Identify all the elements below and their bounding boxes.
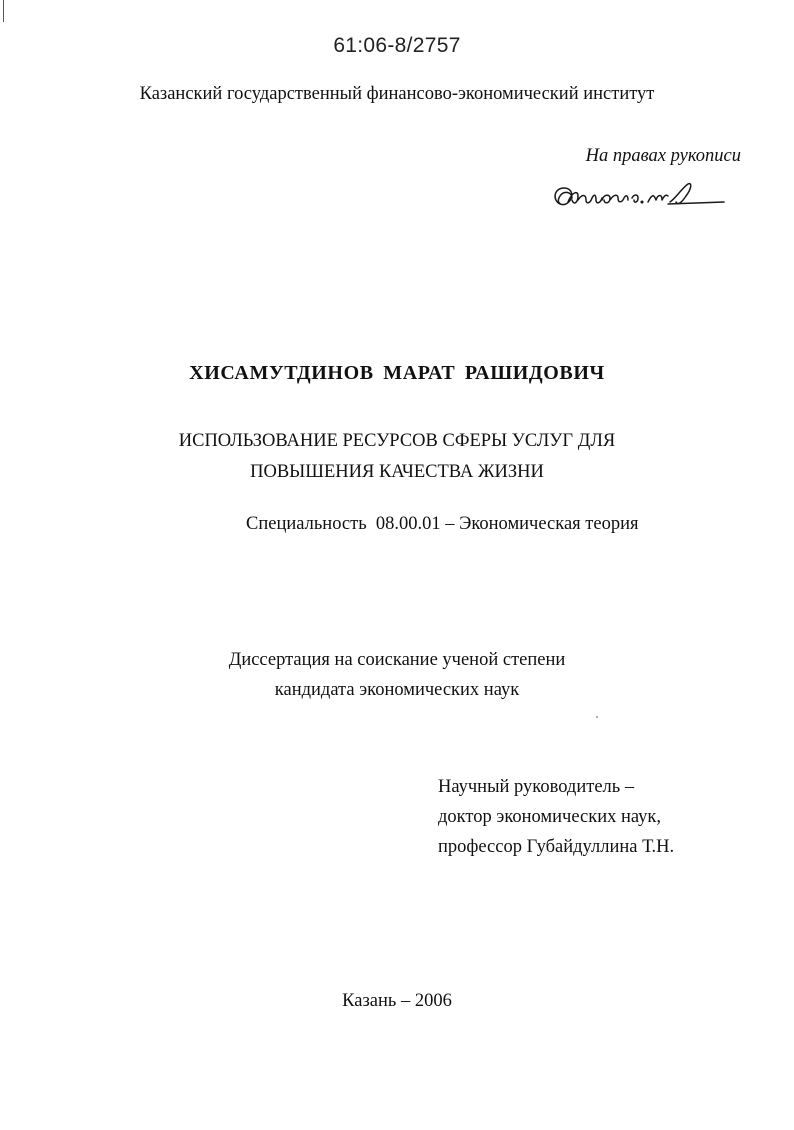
advisor-line: доктор экономических наук, xyxy=(438,807,662,827)
manuscript-note: На правах рукописи xyxy=(585,146,741,166)
archive-code: 61:06-8/2757 xyxy=(333,34,461,57)
degree-line: кандидата экономических наук xyxy=(274,680,520,700)
degree-line: Диссертация на соискание ученой степени xyxy=(228,650,566,670)
scan-speck xyxy=(596,716,598,718)
degree-statement xyxy=(0,645,794,705)
advisor-line: Научный руководитель – xyxy=(438,777,635,797)
scientific-advisor xyxy=(438,772,674,862)
institute-name: Казанский государственный финансово-экономический институт xyxy=(139,84,655,104)
author-name: ХИСАМУТДИНОВ МАРАТ РАШИДОВИЧ xyxy=(189,362,605,384)
specialty-line: Специальность 08.00.01 – Экономическая теория xyxy=(246,514,639,534)
dissertation-title xyxy=(0,426,794,488)
scan-edge-mark xyxy=(3,0,4,22)
title-line: ПОВЫШЕНИЯ КАЧЕСТВА ЖИЗНИ xyxy=(250,462,544,482)
handwritten-signature xyxy=(548,178,728,218)
city-year: Казань – 2006 xyxy=(342,991,452,1011)
advisor-line: профессор Губайдуллина Т.Н. xyxy=(438,837,675,857)
title-line: ИСПОЛЬЗОВАНИЕ РЕСУРСОВ СФЕРЫ УСЛУГ ДЛЯ xyxy=(178,431,616,451)
